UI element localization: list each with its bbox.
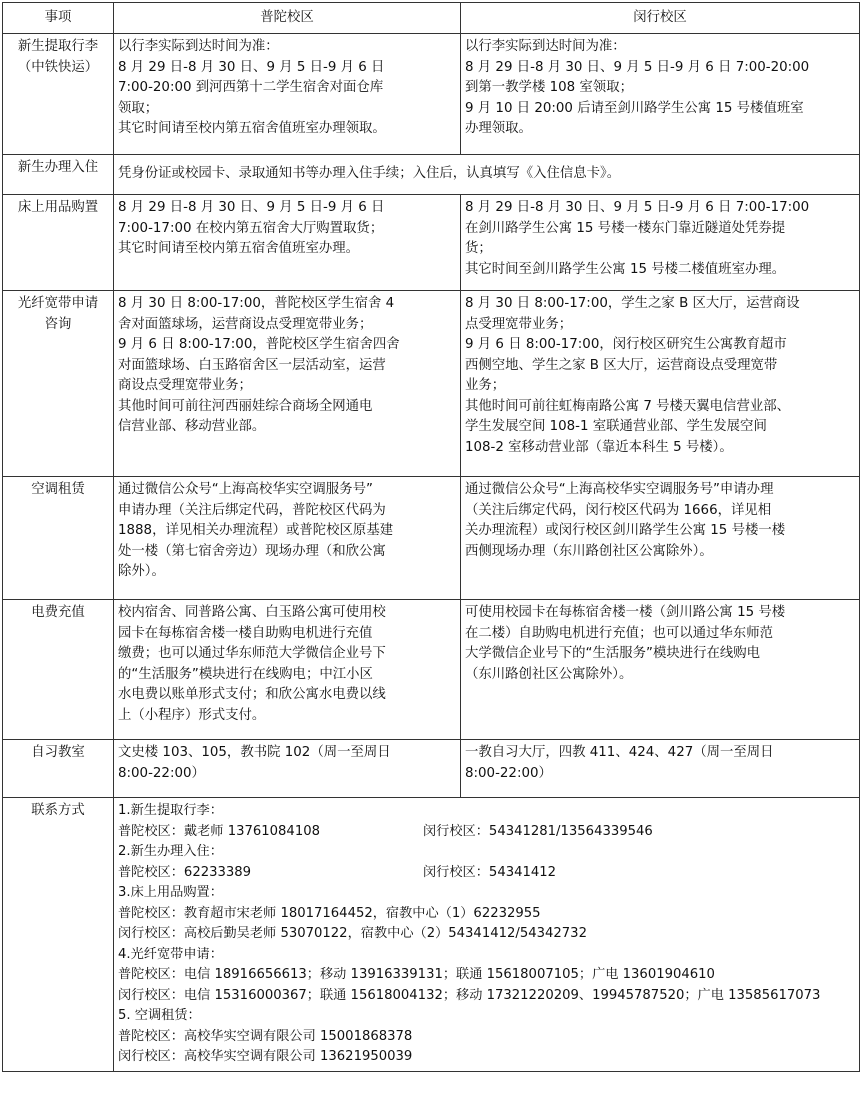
cell-line: 8 月 29 日-8 月 30 日、9 月 5 日-9 月 6 日 (118, 59, 385, 75)
contact-line: 闵行校区：高校华实空调有限公司 13621950039 (118, 1049, 413, 1064)
cell-line: 108-2 室移动营业部（靠近本科生 5 号楼）。 (465, 439, 733, 455)
row-label (3, 34, 114, 155)
contact-line: 闵行校区：高校后勤吴老师 53070122，宿教中心（2）54341412/54342732 (118, 926, 587, 941)
contact-section-title: 1.新生提取行李： (118, 803, 223, 818)
cell-line: 校内宿舍、同普路公寓、白玉路公寓可使用校 (118, 605, 386, 620)
row-label (3, 291, 114, 477)
cell-line: （关注后绑定代码，闵行校区代码为 1666，详见相 (465, 502, 772, 518)
contact-section-title: 2.新生办理入住： (118, 844, 223, 859)
contact-minhang: 闵行校区：54341281/13564339546 (423, 823, 653, 839)
cell-line: 大学微信企业号下的“生活服务”模块进行在线购电 (465, 646, 761, 661)
table-row (3, 600, 860, 740)
merged-cell: 凭身份证或校园卡、录取通知书等办理入住手续；入住后，认真填写《入住信息卡》。 (114, 155, 860, 195)
contact-minhang: 闵行校区：54341412 (423, 864, 557, 880)
cell-line: 在剑川路学生公寓 15 号楼一楼东门靠近隧道处凭券提 (465, 220, 786, 236)
cell-line: 西侧现场办理（东川路创社区公寓除外）。 (465, 543, 713, 559)
row-label (3, 477, 114, 600)
cell-line: 除外）。 (118, 564, 165, 579)
cell-line: 到第一教学楼 108 室领取； (465, 80, 633, 95)
contact-label: 联系方式 (3, 798, 114, 1072)
putuo-cell (114, 740, 461, 798)
contact-line: 普陀校区：教育超市宋老师 18017164452，宿教中心（1）62232955 (118, 905, 541, 921)
cell-line: 8 月 29 日-8 月 30 日、9 月 5 日-9 月 6 日 7:00-17:00 (465, 200, 810, 215)
cell-line: 自习教室 (31, 745, 85, 760)
table-row (3, 291, 860, 477)
row-label (3, 195, 114, 291)
cell-line: 通过微信公众号“上海高校华实空调服务号”申请办理 (465, 482, 774, 497)
cell-line: 8:00-22:00） (118, 765, 205, 781)
cell-line: 西侧空地、学生之家 B 区大厅，运营商设点受理宽带 (465, 357, 778, 373)
putuo-cell (114, 34, 461, 155)
contact-row (3, 798, 860, 1072)
cell-line: 其他时间可前往虹梅南路公寓 7 号楼天翼电信营业部、 (465, 398, 791, 414)
contact-putuo: 普陀校区：戴老师 13761084108 (118, 823, 320, 839)
cell-line: 9 月 10 日 20:00 后请至剑川路学生公寓 15 号楼值班室 (465, 100, 804, 116)
cell-line: 学生发展空间 108-1 室联通营业部、学生发展空间 (465, 419, 767, 434)
cell-line: 其它时间请至校内第五宿舍值班室办理。 (118, 241, 360, 256)
minhang-cell (461, 477, 860, 600)
header-putuo: 普陀校区 (114, 3, 461, 34)
contact-line: 普陀校区：高校华实空调有限公司 15001868378 (118, 1028, 413, 1044)
cell-line: 8 月 30 日 8:00-17:00，普陀校区学生宿舍 4 (118, 296, 395, 311)
cell-line: 领取； (118, 100, 159, 116)
cell-line: 上（小程序）形式支付。 (118, 707, 266, 723)
cell-line: 一教自习大厅，四教 411、424、427（周一至周日 (465, 745, 774, 760)
cell-line: 咨询 (44, 316, 72, 332)
cell-line: 以行李实际到达时间为准： (118, 39, 279, 54)
table-row (3, 155, 860, 195)
cell-line: （中铁快运） (17, 59, 99, 75)
contact-section-title: 4.光纤宽带申请： (118, 946, 223, 962)
cell-line: 通过微信公众号“上海高校华实空调服务号” (118, 482, 373, 497)
cell-line: 关办理流程）或闵行校区剑川路学生公寓 15 号楼一楼 (465, 523, 786, 538)
cell-line: 8 月 29 日-8 月 30 日、9 月 5 日-9 月 6 日 7:00-20:00 (465, 59, 810, 75)
contact-cell (114, 798, 860, 1072)
table-row (3, 740, 860, 798)
minhang-cell (461, 740, 860, 798)
contact-line: 普陀校区：电信 18916656613；移动 13916339131；联通 15618007105；广电 13601904610 (118, 967, 715, 982)
table-row (3, 34, 860, 155)
cell-line: 舍对面篮球场，运营商设点受理宽带业务； (118, 316, 373, 332)
cell-line: 文史楼 103、105，教书院 102（周一至周日 (118, 745, 391, 760)
cell-line: 业务； (465, 378, 506, 393)
cell-line: 办理领取。 (465, 121, 532, 136)
cell-line: 园卡在每栋宿舍楼一楼自助购电机进行充值 (118, 625, 373, 641)
contact-pair (118, 863, 855, 884)
cell-line: 床上用品购置 (17, 200, 99, 215)
cell-line: 点受理宽带业务； (465, 316, 573, 332)
minhang-cell (461, 600, 860, 740)
cell-line: 商设点受理宽带业务； (118, 378, 252, 393)
cell-line: 货； (465, 241, 492, 256)
info-table (2, 2, 860, 1072)
cell-line: 光纤宽带申请 (17, 296, 99, 311)
cell-line: 其它时间请至校内第五宿舍值班室办理领取。 (118, 121, 386, 136)
cell-line: 新生提取行李 (17, 39, 99, 54)
cell-line: 其它时间至剑川路学生公寓 15 号楼二楼值班室办理。 (465, 261, 786, 277)
contact-pair (118, 822, 855, 843)
cell-line: 1888，详见相关办理流程）或普陀校区原基建 (118, 523, 394, 538)
cell-line: 水电费以账单形式支付；和欣公寓水电费以线 (118, 687, 386, 702)
cell-line: 在二楼）自助购电机进行充值；也可以通过华东师范 (465, 625, 773, 641)
contact-section-title: 3.床上用品购置： (118, 885, 223, 900)
cell-line: 可使用校园卡在每栋宿舍楼一楼（剑川路公寓 15 号楼 (465, 605, 786, 620)
cell-line: 其他时间可前往河西丽娃综合商场全网通电 (118, 398, 373, 414)
cell-line: 电费充值 (31, 605, 85, 620)
cell-line: 缴费；也可以通过华东师范大学微信企业号下 (118, 646, 386, 661)
cell-line: 7:00-17:00 在校内第五宿舍大厅购置取货； (118, 220, 384, 236)
cell-line: 以行李实际到达时间为准： (465, 39, 626, 54)
minhang-cell (461, 195, 860, 291)
cell-line: 9 月 6 日 8:00-17:00，闵行校区研究生公寓教育超市 (465, 337, 787, 352)
cell-line: 8:00-22:00） (465, 765, 552, 781)
cell-line: 申请办理（关注后绑定代码，普陀校区代码为 (118, 502, 386, 518)
row-label (3, 740, 114, 798)
cell-line: 8 月 29 日-8 月 30 日、9 月 5 日-9 月 6 日 (118, 200, 385, 215)
header-item: 事项 (3, 3, 114, 34)
cell-line: 空调租赁 (31, 482, 85, 497)
contact-section-title: 5. 空调租赁： (118, 1008, 201, 1023)
cell-line: （东川路创社区公寓除外）。 (465, 666, 633, 682)
cell-line: 对面篮球场、白玉路宿舍区一层活动室，运营 (118, 357, 386, 373)
cell-line: 新生办理入住 (17, 160, 99, 175)
putuo-cell (114, 600, 461, 740)
cell-line: 信营业部、移动营业部。 (118, 419, 266, 434)
table-row (3, 477, 860, 600)
cell-line: 7:00-20:00 到河西第十二学生宿舍对面仓库 (118, 80, 384, 95)
header-row (3, 3, 860, 34)
row-label (3, 155, 114, 195)
header-minhang: 闵行校区 (461, 3, 860, 34)
cell-line: 8 月 30 日 8:00-17:00，学生之家 B 区大厅，运营商设 (465, 296, 800, 311)
contact-line: 闵行校区：电信 15316000367；联通 15618004132；移动 17321220209、19945787520；广电 13585617073 (118, 987, 821, 1003)
putuo-cell (114, 195, 461, 291)
contact-putuo: 普陀校区：62233389 (118, 864, 252, 880)
row-label (3, 600, 114, 740)
cell-line: 9 月 6 日 8:00-17:00，普陀校区学生宿舍四舍 (118, 337, 400, 352)
cell-line: 的“生活服务”模块进行在线购电；中江小区 (118, 666, 373, 682)
putuo-cell (114, 477, 461, 600)
putuo-cell (114, 291, 461, 477)
table-row (3, 195, 860, 291)
minhang-cell (461, 34, 860, 155)
minhang-cell (461, 291, 860, 477)
cell-line: 处一楼（第七宿舍旁边）现场办理（和欣公寓 (118, 543, 386, 559)
